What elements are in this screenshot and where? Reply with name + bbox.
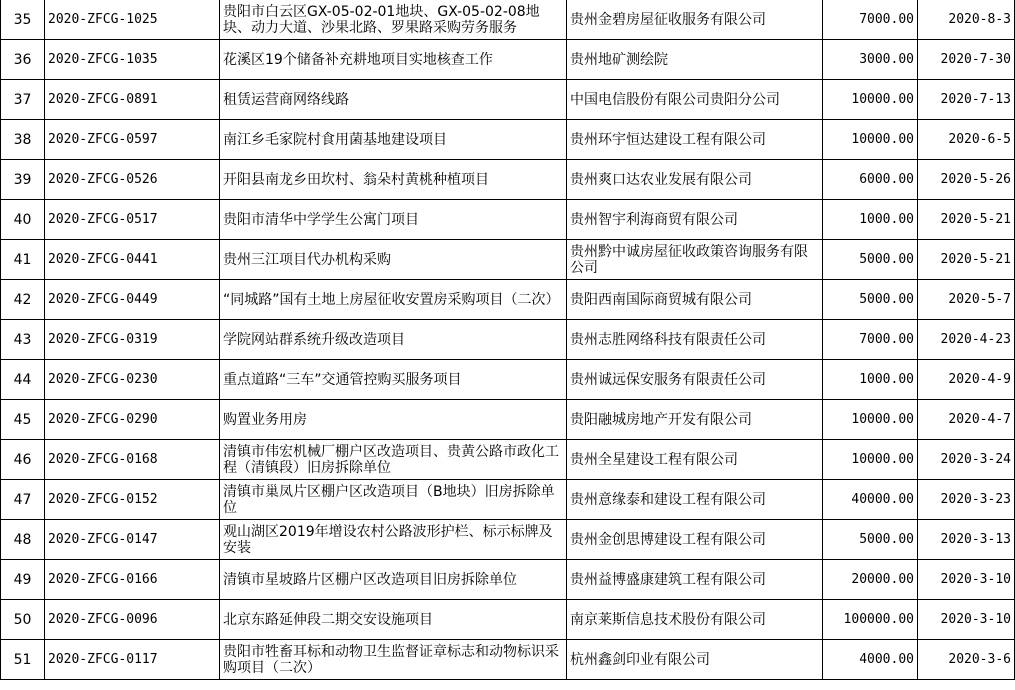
table-row: [1, 520, 1015, 560]
row-number-cell: 47: [1, 480, 45, 520]
project-name-cell: 开阳县南龙乡田坎村、翁朵村黄桃种植项目: [220, 160, 567, 200]
date-cell: 2020-5-21: [918, 240, 1015, 280]
table-row: [1, 360, 1015, 400]
vendor-cell: 贵州金碧房屋征收服务有限公司: [567, 0, 823, 40]
row-number-cell: 37: [1, 80, 45, 120]
amount-cell: 10000.00: [823, 120, 918, 160]
amount-cell: 6000.00: [823, 160, 918, 200]
project-name-cell: 清镇市伟宏机械厂棚户区改造项目、贵黄公路市政化工程（清镇段）旧房拆除单位: [220, 440, 567, 480]
table-row: [1, 400, 1015, 440]
project-code-cell: 2020-ZFCG-0526: [45, 160, 220, 200]
project-code-cell: 2020-ZFCG-0096: [45, 600, 220, 640]
project-name-cell: 观山湖区2019年增设农村公路波形护栏、标示标牌及安装: [220, 520, 567, 560]
vendor-cell: 贵州地矿测绘院: [567, 40, 823, 80]
table-row: [1, 80, 1015, 120]
project-name-cell: 贵阳市白云区GX-05-02-01地块、GX-05-02-08地块、动力大道、沙果北路、罗果路采购劳务服务: [220, 0, 567, 40]
vendor-cell: 贵州意缘泰和建设工程有限公司: [567, 480, 823, 520]
project-code-cell: 2020-ZFCG-0230: [45, 360, 220, 400]
project-code-cell: 2020-ZFCG-0449: [45, 280, 220, 320]
vendor-cell: 贵州诚远保安服务有限责任公司: [567, 360, 823, 400]
project-name-cell: 贵阳市清华中学学生公寓门项目: [220, 200, 567, 240]
vendor-cell: 贵州黔中诚房屋征收政策咨询服务有限公司: [567, 240, 823, 280]
date-cell: 2020-3-10: [918, 560, 1015, 600]
vendor-cell: 贵阳西南国际商贸城有限公司: [567, 280, 823, 320]
project-name-cell: 北京东路延伸段二期交安设施项目: [220, 600, 567, 640]
date-cell: 2020-4-23: [918, 320, 1015, 360]
table-row: [1, 600, 1015, 640]
row-number-cell: 35: [1, 0, 45, 40]
project-name-cell: 学院网站群系统升级改造项目: [220, 320, 567, 360]
project-name-cell: 花溪区19个储备补充耕地项目实地核查工作: [220, 40, 567, 80]
table-row: [1, 200, 1015, 240]
amount-cell: 1000.00: [823, 360, 918, 400]
project-name-cell: 清镇市星坡路片区棚户区改造项目旧房拆除单位: [220, 560, 567, 600]
amount-cell: 4000.00: [823, 640, 918, 680]
vendor-cell: 贵州志胜网络科技有限责任公司: [567, 320, 823, 360]
project-code-cell: 2020-ZFCG-0147: [45, 520, 220, 560]
date-cell: 2020-7-30: [918, 40, 1015, 80]
date-cell: 2020-6-5: [918, 120, 1015, 160]
project-code-cell: 2020-ZFCG-0152: [45, 480, 220, 520]
vendor-cell: 贵州爽口达农业发展有限公司: [567, 160, 823, 200]
table-row: [1, 560, 1015, 600]
amount-cell: 10000.00: [823, 400, 918, 440]
date-cell: 2020-5-7: [918, 280, 1015, 320]
table-row: [1, 280, 1015, 320]
amount-cell: 1000.00: [823, 200, 918, 240]
row-number-cell: 50: [1, 600, 45, 640]
amount-cell: 5000.00: [823, 280, 918, 320]
project-name-cell: 重点道路“三车”交通管控购买服务项目: [220, 360, 567, 400]
table-row: [1, 480, 1015, 520]
date-cell: 2020-3-13: [918, 520, 1015, 560]
date-cell: 2020-7-13: [918, 80, 1015, 120]
vendor-cell: 贵州金创思博建设工程有限公司: [567, 520, 823, 560]
date-cell: 2020-8-3: [918, 0, 1015, 40]
date-cell: 2020-3-23: [918, 480, 1015, 520]
row-number-cell: 49: [1, 560, 45, 600]
row-number-cell: 38: [1, 120, 45, 160]
date-cell: 2020-5-26: [918, 160, 1015, 200]
table-body: [1, 0, 1015, 680]
vendor-cell: 杭州鑫剑印业有限公司: [567, 640, 823, 680]
vendor-cell: 贵州全星建设工程有限公司: [567, 440, 823, 480]
row-number-cell: 45: [1, 400, 45, 440]
project-code-cell: 2020-ZFCG-1025: [45, 0, 220, 40]
amount-cell: 10000.00: [823, 80, 918, 120]
vendor-cell: 贵州智宇利海商贸有限公司: [567, 200, 823, 240]
row-number-cell: 42: [1, 280, 45, 320]
amount-cell: 5000.00: [823, 520, 918, 560]
project-name-cell: 南江乡毛家院村食用菌基地建设项目: [220, 120, 567, 160]
date-cell: 2020-3-6: [918, 640, 1015, 680]
amount-cell: 100000.00: [823, 600, 918, 640]
row-number-cell: 40: [1, 200, 45, 240]
project-name-cell: 清镇市巢凤片区棚户区改造项目（B地块）旧房拆除单位: [220, 480, 567, 520]
project-code-cell: 2020-ZFCG-0891: [45, 80, 220, 120]
table-row: [1, 640, 1015, 680]
project-name-cell: 贵阳市牲畜耳标和动物卫生监督证章标志和动物标识采购项目（二次）: [220, 640, 567, 680]
date-cell: 2020-4-9: [918, 360, 1015, 400]
row-number-cell: 44: [1, 360, 45, 400]
amount-cell: 10000.00: [823, 440, 918, 480]
row-number-cell: 41: [1, 240, 45, 280]
amount-cell: 7000.00: [823, 320, 918, 360]
project-code-cell: 2020-ZFCG-0517: [45, 200, 220, 240]
table-row: [1, 120, 1015, 160]
amount-cell: 7000.00: [823, 0, 918, 40]
vendor-cell: 贵阳融城房地产开发有限公司: [567, 400, 823, 440]
row-number-cell: 43: [1, 320, 45, 360]
project-code-cell: 2020-ZFCG-1035: [45, 40, 220, 80]
project-name-cell: 贵州三江项目代办机构采购: [220, 240, 567, 280]
row-number-cell: 39: [1, 160, 45, 200]
row-number-cell: 48: [1, 520, 45, 560]
table-row: [1, 0, 1015, 40]
project-name-cell: 租赁运营商网络线路: [220, 80, 567, 120]
project-code-cell: 2020-ZFCG-0441: [45, 240, 220, 280]
project-code-cell: 2020-ZFCG-0117: [45, 640, 220, 680]
vendor-cell: 中国电信股份有限公司贵阳分公司: [567, 80, 823, 120]
table-row: [1, 440, 1015, 480]
vendor-cell: 贵州环宇恒达建设工程有限公司: [567, 120, 823, 160]
project-code-cell: 2020-ZFCG-0168: [45, 440, 220, 480]
amount-cell: 40000.00: [823, 480, 918, 520]
project-code-cell: 2020-ZFCG-0166: [45, 560, 220, 600]
date-cell: 2020-4-7: [918, 400, 1015, 440]
row-number-cell: 36: [1, 40, 45, 80]
amount-cell: 20000.00: [823, 560, 918, 600]
project-name-cell: 购置业务用房: [220, 400, 567, 440]
project-code-cell: 2020-ZFCG-0597: [45, 120, 220, 160]
amount-cell: 5000.00: [823, 240, 918, 280]
row-number-cell: 51: [1, 640, 45, 680]
vendor-cell: 南京莱斯信息技术股份有限公司: [567, 600, 823, 640]
amount-cell: 3000.00: [823, 40, 918, 80]
row-number-cell: 46: [1, 440, 45, 480]
table-row: [1, 240, 1015, 280]
project-code-cell: 2020-ZFCG-0290: [45, 400, 220, 440]
table-row: [1, 40, 1015, 80]
date-cell: 2020-5-21: [918, 200, 1015, 240]
date-cell: 2020-3-10: [918, 600, 1015, 640]
table-row: [1, 320, 1015, 360]
project-name-cell: “同城路”国有土地上房屋征收安置房采购项目（二次）: [220, 280, 567, 320]
vendor-cell: 贵州益博盛康建筑工程有限公司: [567, 560, 823, 600]
table-row: [1, 160, 1015, 200]
date-cell: 2020-3-24: [918, 440, 1015, 480]
project-code-cell: 2020-ZFCG-0319: [45, 320, 220, 360]
